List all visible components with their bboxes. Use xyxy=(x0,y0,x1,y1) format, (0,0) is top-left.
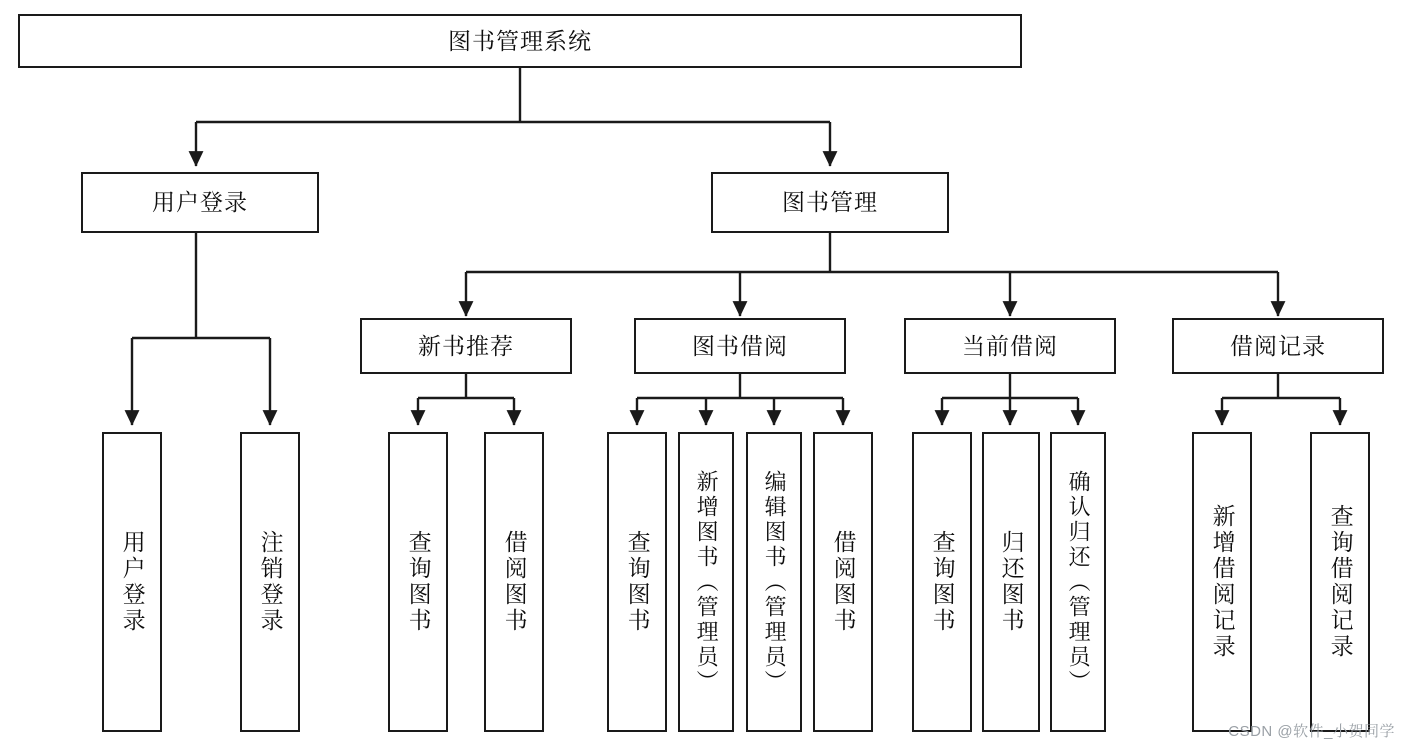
leaf-borrow-borrow-book[interactable] xyxy=(813,432,873,732)
node-root[interactable] xyxy=(18,14,1022,68)
leaf-user-login-logout[interactable] xyxy=(240,432,300,732)
leaf-current-query-book-label: 查询图书 xyxy=(929,530,956,634)
node-borrow-record-label: 借阅记录 xyxy=(1230,332,1326,359)
leaf-current-return-book-label: 归还图书 xyxy=(998,530,1025,634)
node-current-borrow[interactable] xyxy=(904,318,1116,374)
leaf-record-add-label: 新增借阅记录 xyxy=(1209,504,1236,660)
leaf-new-book-query[interactable] xyxy=(388,432,448,732)
node-book-borrow[interactable] xyxy=(634,318,846,374)
leaf-current-confirm-return-label: 确认归还（管理员） xyxy=(1066,469,1092,695)
node-book-management-label: 图书管理 xyxy=(782,189,878,216)
node-user-login-label: 用户登录 xyxy=(152,189,248,216)
node-user-login[interactable] xyxy=(81,172,319,233)
node-new-book-recommend-label: 新书推荐 xyxy=(418,332,514,359)
node-book-borrow-label: 图书借阅 xyxy=(692,332,788,359)
leaf-user-login-login[interactable] xyxy=(102,432,162,732)
leaf-new-book-borrow-label: 借阅图书 xyxy=(501,530,528,634)
leaf-current-return-book[interactable] xyxy=(982,432,1040,732)
leaf-borrow-edit-book[interactable] xyxy=(746,432,802,732)
leaf-borrow-add-book-label: 新增图书（管理员） xyxy=(694,469,720,695)
node-new-book-recommend[interactable] xyxy=(360,318,572,374)
node-root-label: 图书管理系统 xyxy=(448,27,592,54)
leaf-record-query[interactable] xyxy=(1310,432,1370,732)
leaf-borrow-query-book-label: 查询图书 xyxy=(624,530,651,634)
leaf-borrow-add-book[interactable] xyxy=(678,432,734,732)
leaf-current-query-book[interactable] xyxy=(912,432,972,732)
leaf-user-login-logout-label: 注销登录 xyxy=(257,530,284,634)
leaf-user-login-login-label: 用户登录 xyxy=(119,530,146,634)
node-book-management[interactable] xyxy=(711,172,949,233)
leaf-new-book-query-label: 查询图书 xyxy=(405,530,432,634)
leaf-current-confirm-return[interactable] xyxy=(1050,432,1106,732)
leaf-borrow-borrow-book-label: 借阅图书 xyxy=(830,530,857,634)
leaf-new-book-borrow[interactable] xyxy=(484,432,544,732)
leaf-record-query-label: 查询借阅记录 xyxy=(1327,504,1354,660)
leaf-borrow-query-book[interactable] xyxy=(607,432,667,732)
leaf-record-add[interactable] xyxy=(1192,432,1252,732)
node-current-borrow-label: 当前借阅 xyxy=(962,332,1058,359)
leaf-borrow-edit-book-label: 编辑图书（管理员） xyxy=(762,469,788,695)
watermark-text: CSDN @软件_小贺同学 xyxy=(1228,723,1395,740)
node-borrow-record[interactable] xyxy=(1172,318,1384,374)
